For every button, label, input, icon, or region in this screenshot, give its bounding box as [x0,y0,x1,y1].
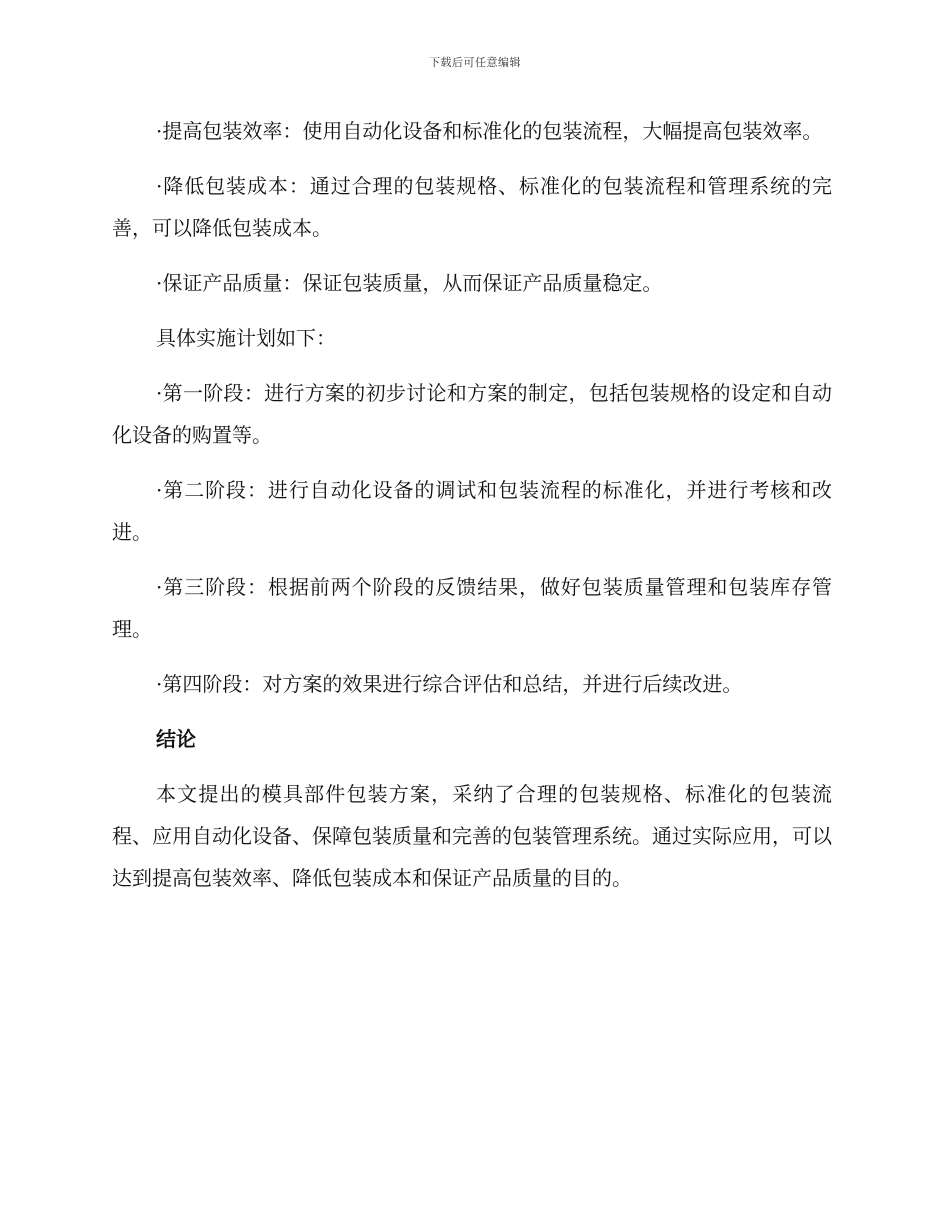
conclusion-heading: 结论 [156,727,196,751]
conclusion-paragraph: 本文提出的模具部件包装方案，采纳了合理的包装规格、标准化的包装流程、应用自动化设备、保障包装质量和完善的包装管理系统。通过实际应用，可以达到提高包装效率、降低包装成本和保证产品质量的目的。 [112,782,832,890]
phase-three-paragraph: ·第三阶段：根据前两个阶段的反馈结果，做好包装质量管理和包装库存管理。 [112,575,832,641]
phase-two-paragraph: ·第二阶段：进行自动化设备的调试和包装流程的标准化，并进行考核和改进。 [112,478,832,544]
plan-intro-paragraph: 具体实施计划如下： [156,326,336,350]
phase-four-paragraph: ·第四阶段：对方案的效果进行综合评估和总结，并进行后续改进。 [156,672,743,696]
phase-one-paragraph: ·第一阶段：进行方案的初步讨论和方案的制定，包括包装规格的设定和自动化设备的购置等。 [112,381,832,447]
bullet-paragraph-efficiency: ·提高包装效率：使用自动化设备和标准化的包装流程，大幅提高包装效率。 [156,119,823,143]
page-header: 下载后可任意编辑 [429,56,521,69]
document-body [112,110,832,912]
bullet-paragraph-quality: ·保证产品质量：保证包装质量，从而保证产品质量稳定。 [156,271,663,295]
bullet-paragraph-cost: ·降低包装成本：通过合理的包装规格、标准化的包装流程和管理系统的完善，可以降低包装成本。 [112,174,832,240]
